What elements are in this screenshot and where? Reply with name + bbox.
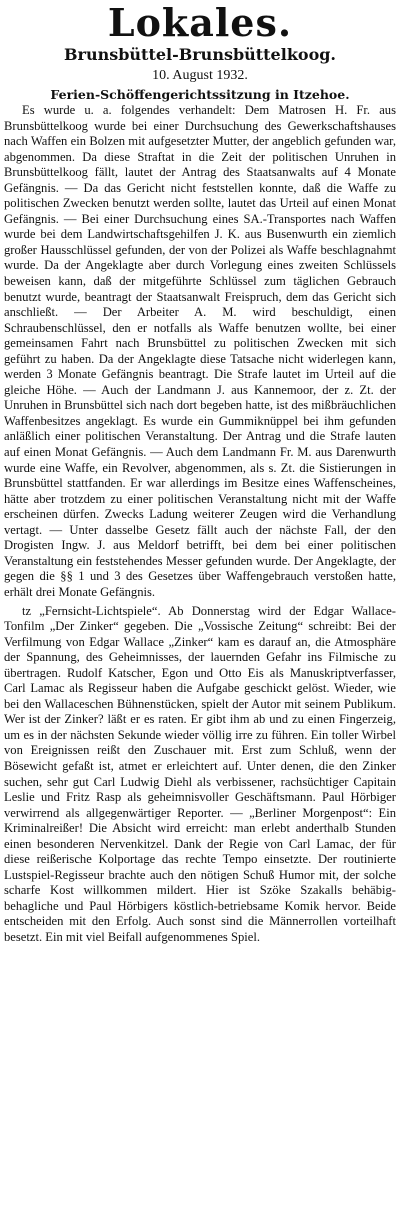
article-cinema (4, 604, 396, 946)
article-court-session (4, 87, 396, 601)
section-subheading: Brunsbüttel-Brunsbüttelkoog. (64, 45, 336, 64)
section-heading: Lokales. (107, 0, 293, 45)
article-title: Ferien-Schöffengerichtssitzung in Itzehoe. (50, 87, 350, 102)
article-body: Es wurde u. a. folgendes verhandelt: Dem Matrosen H. Fr. aus Brunsbüttelkoog wurde bei einer Durchsuchung des Gewerkschaftshauses nach Waffen ein Bolzen mit aufgesetzter Mutter, der angeblich gefunden war, abgenommen. Da diese Straftat in die Zeit der politischen Unruhen in Brunsbüttelkoog fällt, lautet der Antrag des Staatsanwalts auf 4 Monate Gefängnis. — Da das Gericht nicht feststellen konnte, daß die Waffe zu politischen Zwecken benutzt werden sollte, lautet das Urteil auf einen Monat Gefängnis. — Bei einer Durchsuchung eines SA.-Transportes nach Waffen wurde bei dem Landwirtschaftsgehilfen J. K. aus Busenwurth ein ziemlich großer Hausschlüssel gefunden, der von der Polizei als Waffe beschlagnahmt wurde. Da der Angeklagte aber durch Vorlegung eines zweiten Schlüssels beweisen kann, daß der mitgeführte Schlüssel zum täglichen Gebrauch benutzt wurde, beantragt der Staatsanwalt Freispruch, dem das Gericht sich anschließt. — Der Arbeiter A. M. wird beschuldigt, einen Schraubenschlüssel, den er notfalls als Waffe benutzen wollte, bei einer gemeinsamen Fahrt nach Brunsbüttel zu politischen Zwecken mit sich geführt zu haben. Da der Angeklagte diese Tatsache nicht widerlegen kann, werden 3 Monate Gefängnis beantragt. Die Strafe lautet im Urteil auf die gleiche Höhe. — Auch der Landmann J. aus Kannemoor, der z. Zt. der Unruhen in Brunsbüttel sich nach dort begeben hatte, ist des mißbräuchlichen Waffenbesitzes angeklagt. Es wurde ein Gummiknüppel bei ihm gefunden anläßlich einer politischen Veranstaltung. Der Antrag und die Strafe lauten auf einen Monat Gefängnis. — Auch dem Landmann Fr. M. aus Darenwurth wurde eine Waffe, ein Revolver, abgenommen, als s. Zt. die Sistierungen in Brunsbüttel stattfanden. Er war allerdings im Besitze eines Waffenscheines, hätte aber trotzdem zu einer politischen Veranstaltung nicht mit der Waffe erscheinen dürfen. Zwecks Ladung weiterer Zeugen wird die Verhandlung vertagt. — Unter dasselbe Gesetz fällt auch der nächste Fall, der den Drogisten Ingw. J. aus Meldorf betrifft, bei dem bei einer politischen Veranstaltung ein feststehendes Messer gefunden wurde. Der Angeklagte, der gegen die §§ 1 und 3 des Gesetzes über Waffengebrauch verstoßen hatte, erhält drei Monate Gefängnis. (4, 103, 396, 599)
article-body: tz „Fernsicht-Lichtspiele“. Ab Donnerstag wird der Edgar Wallace-Tonfilm „Der Zinker“ gegeben. Die „Vossische Zeitung“ schreibt: Bei der Verfilmung von Edgar Wallace „Zinker“ kam es darauf an, die Atmosphäre der Spannung, des Geheimnisses, der lauernden Gefahr ins Filmische zu übertragen. Rudolf Katscher, Egon und Otto Eis als Manuskriptverfasser, Carl Lamac als Regisseur haben die Aufgabe geschickt gelöst. Wieder, wie bei den Wallaceschen Bühnenstücken, spielt der Autor mit seinem Publikum. Wer ist der Zinker? läßt er es raten. Er gibt ihm ab und zu einen Fingerzeig, um es in der nächsten Sekunde wieder völlig irre zu führen. Ein toller Wirbel von Ereignissen reißt den Zuschauer mit. Erst zum Schluß, wenn der Bösewicht gefaßt ist, atmet er erleichtert auf. Unter denen, die den Zinker suchen, sehr gut Carl Ludwig Diehl als verbissener, rachsüchtiger Capitain Leslie und Fritz Rasp als geheimnisvoller Geschäftsmann. Paul Hörbiger verwirrend als allgegenwärtiger Reporter. — „Berliner Morgenpost“: Ein Kriminalreißer! Die Absicht wird erreicht: man erlebt anderthalb Stunden einen besonderen Nervenkitzel. Dank der Regie von Carl Lamac, der für diese reißerische Kolportage das rechte Tempo einsetzte. Der routinierte Lustspiel-Regisseur brachte auch den nötigen Schuß Humor mit, der solche scharfe Kost willkommen mildert. Hier ist Szöke Szakalls behäbig-behagliche und Paul Hörbigers köstlich-betriebsame Komik hervor. Beide entscheiden mit den Erfolg. Auch sonst sind die Männerrollen vorteilhaft besetzt. Ein mit viel Beifall aufgenommenes Spiel. (4, 603, 396, 944)
dateline: 10. August 1932. (152, 68, 248, 83)
